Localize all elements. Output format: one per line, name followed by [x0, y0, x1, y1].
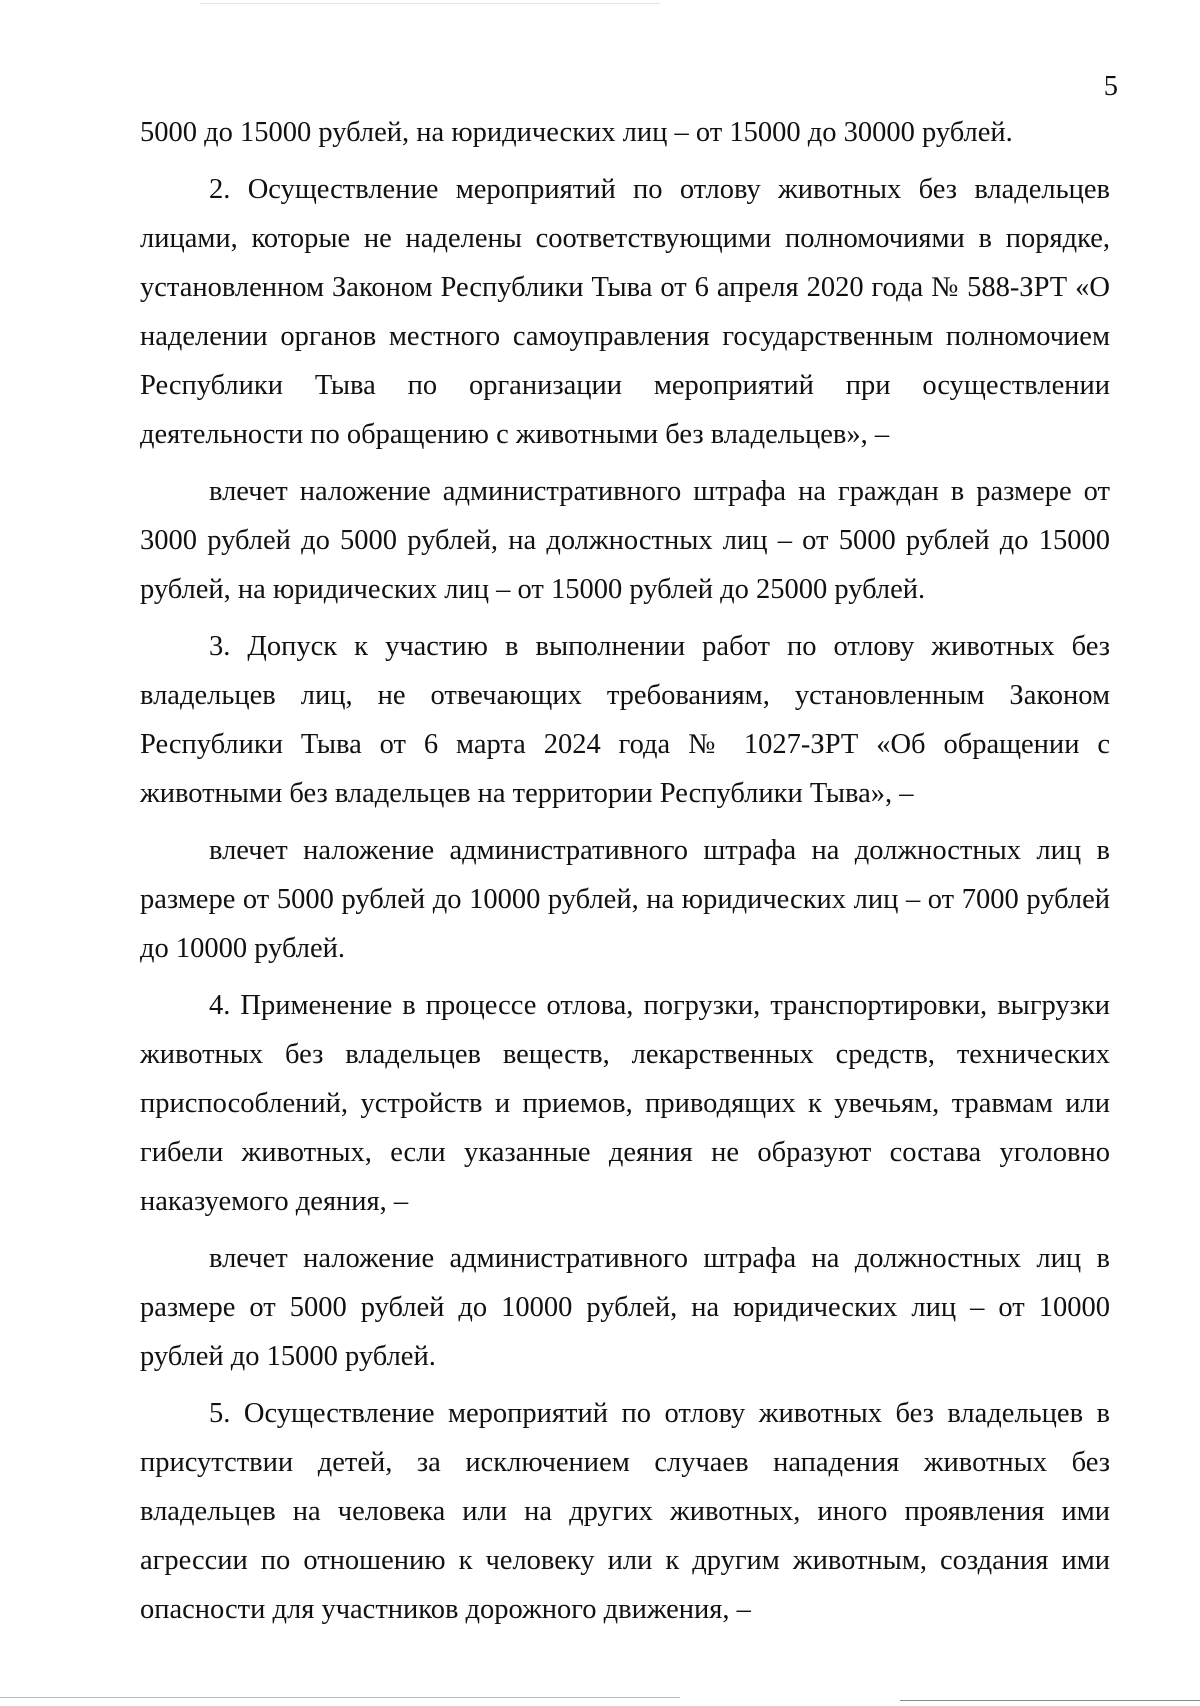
document-body: [140, 108, 1110, 1634]
paragraph-penalty-2: влечет наложение административного штрафа на граждан в размере от 3000 рублей до 5000 рублей, на должностных лиц – от 5000 рублей до 15000 рублей, на юридических лиц – от 15000 рублей до 25000 рублей.: [140, 476, 1110, 605]
page-number: 5: [1103, 71, 1118, 102]
paragraph-penalty-3: влечет наложение административного штрафа на должностных лиц в размере от 5000 рублей до 10000 рублей, на юридических лиц – от 7000 рублей до 10000 рублей.: [140, 835, 1110, 964]
scan-artifact-top: [200, 3, 660, 4]
paragraph-penalty-4: влечет наложение административного штрафа на должностных лиц в размере от 5000 рублей до 10000 рублей, на юридических лиц – от 10000 рублей до 15000 рублей.: [140, 1243, 1110, 1372]
paragraph-item-2: 2. Осуществление мероприятий по отлову животных без владельцев лицами, которые не наделены соответствующими полномочиями в порядке, установленном Законом Республики Тыва от 6 апреля 2020 года № 588-ЗРТ «О наделении органов местного самоуправления государственным полномочием Республики Тыва по организации мероприятий при осуществлении деятельности по обращению с животными без владельцев», –: [140, 174, 1110, 450]
paragraph-item-5: 5. Осуществление мероприятий по отлову животных без владельцев в присутствии детей, за исключением случаев нападения животных без владельцев на человека или на других животных, иного проявления ими агрессии по отношению к человеку или к другим животным, создания ими опасности для участников дорожного движения, –: [140, 1398, 1110, 1625]
paragraph-item-3: 3. Допуск к участию в выполнении работ по отлову животных без владельцев лиц, не отвечающих требованиям, установленным Законом Республики Тыва от 6 марта 2024 года № 1027-ЗРТ «Об обращении с животными без владельцев на территории Республики Тыва», –: [140, 631, 1110, 809]
scan-artifact-bottom-right: [900, 1700, 1200, 1701]
paragraph-item-4: 4. Применение в процессе отлова, погрузки, транспортировки, выгрузки животных без владельцев веществ, лекарственных средств, технических приспособлений, устройств и приемов, приводящих к увечьям, травмам или гибели животных, если указанные деяния не образуют состава уголовно наказуемого деяния, –: [140, 990, 1110, 1217]
scan-artifact-bottom-left: [0, 1697, 680, 1698]
paragraph-continuation: 5000 до 15000 рублей, на юридических лиц – от 15000 до 30000 рублей.: [140, 117, 1013, 148]
